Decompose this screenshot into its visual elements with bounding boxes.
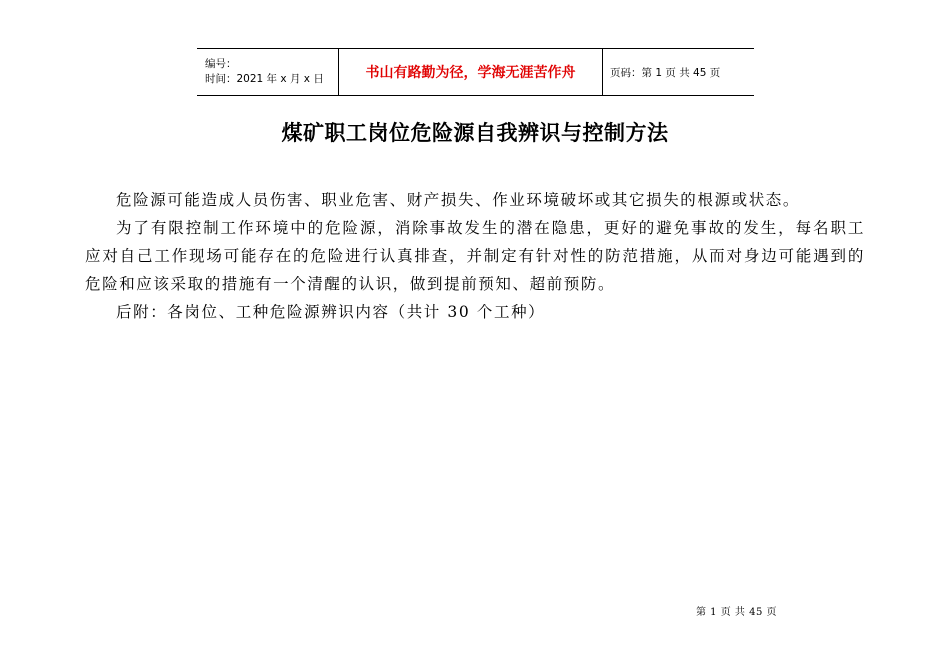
header-page-cell xyxy=(603,49,754,95)
paragraph-appendix: 后附：各岗位、工种危险源辨识内容（共计 30 个工种） xyxy=(116,303,546,321)
number-label: 编号： xyxy=(205,58,237,70)
motto-text: 书山有路勤为径，学海无涯苦作舟 xyxy=(365,65,576,81)
header-table xyxy=(197,48,754,96)
header-motto-cell xyxy=(339,49,603,95)
document-body xyxy=(85,186,865,326)
page-info: 页码：第 1 页 共 45 页 xyxy=(610,66,721,79)
footer-page-number: 第 1 页 共 45 页 xyxy=(696,607,777,618)
paragraph-purpose: 为了有限控制工作环境中的危险源，消除事故发生的潜在隐患，更好的避免事故的发生，每名职工应对自己工作现场可能存在的危险进行认真排查，并制定有针对性的防范措施，从而对身边可能遇到的危险和应该采取的措施有一个清醒的认识，做到提前预知、超前预防。 xyxy=(85,219,865,293)
paragraph-definition: 危险源可能造成人员伤害、职业危害、财产损失、作业环境破坏或其它损失的根源或状态。 xyxy=(116,191,801,209)
header-meta-cell xyxy=(197,49,339,95)
document-title: 煤矿职工岗位危险源自我辨识与控制方法 xyxy=(281,121,669,145)
time-label: 时间：2021 年 x 月 x 日 xyxy=(205,73,324,85)
